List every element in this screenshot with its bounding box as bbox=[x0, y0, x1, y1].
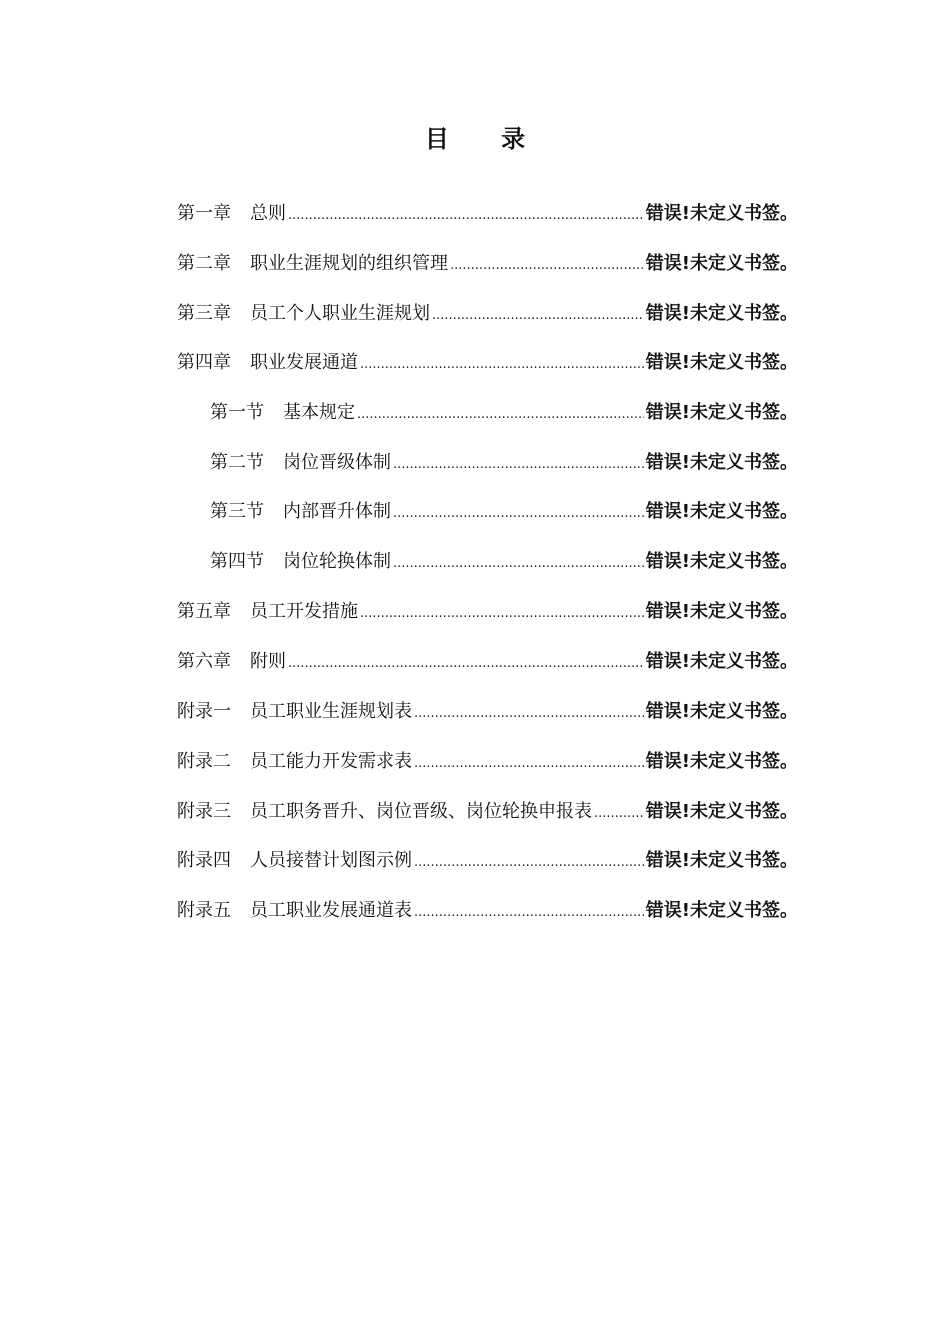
entry-title: 员工个人职业生涯规划 bbox=[250, 303, 430, 324]
toc-entry[interactable] bbox=[177, 746, 798, 778]
dot-leader bbox=[393, 449, 644, 481]
entry-title: 职业发展通道 bbox=[250, 352, 358, 373]
dot-leader bbox=[414, 748, 644, 780]
toc-entry[interactable] bbox=[177, 347, 798, 379]
toc-entry[interactable] bbox=[210, 496, 798, 528]
entry-page-ref: 错误!未定义书签。 bbox=[645, 253, 798, 274]
toc-entry[interactable] bbox=[177, 845, 798, 877]
entry-title: 岗位晋级体制 bbox=[283, 452, 391, 473]
dot-leader bbox=[360, 598, 644, 630]
dot-leader bbox=[288, 648, 644, 680]
dot-leader bbox=[414, 698, 644, 730]
entry-page-ref: 错误!未定义书签。 bbox=[645, 551, 798, 572]
toc-entry[interactable] bbox=[177, 198, 798, 230]
entry-number: 第一章 bbox=[177, 203, 231, 224]
entry-page-ref: 错误!未定义书签。 bbox=[645, 203, 798, 224]
toc-title: 目 录 bbox=[424, 125, 548, 153]
dot-leader bbox=[393, 498, 644, 530]
entry-page-ref: 错误!未定义书签。 bbox=[645, 402, 798, 423]
entry-number: 附录五 bbox=[177, 900, 231, 921]
entry-page-ref: 错误!未定义书签。 bbox=[645, 850, 798, 871]
entry-title: 员工职业生涯规划表 bbox=[250, 701, 412, 722]
toc-entry[interactable] bbox=[177, 596, 798, 628]
entry-page-ref: 错误!未定义书签。 bbox=[645, 352, 798, 373]
dot-leader bbox=[450, 250, 644, 282]
entry-title: 员工能力开发需求表 bbox=[250, 751, 412, 772]
dot-leader bbox=[288, 200, 644, 232]
entry-page-ref: 错误!未定义书签。 bbox=[645, 701, 798, 722]
dot-leader bbox=[360, 349, 644, 381]
entry-title: 员工职务晋升、岗位晋级、岗位轮换申报表 bbox=[250, 801, 592, 822]
entry-title: 基本规定 bbox=[283, 402, 355, 423]
entry-title: 附则 bbox=[250, 651, 286, 672]
entry-title: 内部晋升体制 bbox=[283, 501, 391, 522]
toc-entry[interactable] bbox=[177, 796, 798, 828]
toc-entry[interactable] bbox=[210, 546, 798, 578]
entry-page-ref: 错误!未定义书签。 bbox=[645, 900, 798, 921]
entry-page-ref: 错误!未定义书签。 bbox=[645, 601, 798, 622]
toc-entry[interactable] bbox=[177, 248, 798, 280]
entry-number: 第二章 bbox=[177, 253, 231, 274]
dot-leader bbox=[414, 897, 644, 929]
dot-leader bbox=[357, 399, 644, 431]
dot-leader bbox=[414, 847, 644, 879]
entry-page-ref: 错误!未定义书签。 bbox=[645, 751, 798, 772]
entry-number: 第三节 bbox=[210, 501, 264, 522]
entry-number: 第四章 bbox=[177, 352, 231, 373]
toc-entry[interactable] bbox=[177, 646, 798, 678]
entry-number: 第五章 bbox=[177, 601, 231, 622]
entry-number: 第二节 bbox=[210, 452, 264, 473]
toc-entry[interactable] bbox=[177, 696, 798, 728]
entry-title: 总则 bbox=[250, 203, 286, 224]
dot-leader bbox=[432, 300, 644, 332]
entry-number: 第三章 bbox=[177, 303, 231, 324]
entry-number: 附录四 bbox=[177, 850, 231, 871]
entry-title: 人员接替计划图示例 bbox=[250, 850, 412, 871]
entry-title: 岗位轮换体制 bbox=[283, 551, 391, 572]
entry-page-ref: 错误!未定义书签。 bbox=[645, 501, 798, 522]
entry-number: 第四节 bbox=[210, 551, 264, 572]
entry-page-ref: 错误!未定义书签。 bbox=[645, 452, 798, 473]
entry-number: 附录二 bbox=[177, 751, 231, 772]
entry-page-ref: 错误!未定义书签。 bbox=[645, 651, 798, 672]
entry-title: 员工职业发展通道表 bbox=[250, 900, 412, 921]
entry-title: 员工开发措施 bbox=[250, 601, 358, 622]
dot-leader bbox=[594, 798, 644, 830]
entry-number: 第一节 bbox=[210, 402, 264, 423]
entry-title: 职业生涯规划的组织管理 bbox=[250, 253, 448, 274]
entry-number: 附录三 bbox=[177, 801, 231, 822]
entry-page-ref: 错误!未定义书签。 bbox=[645, 303, 798, 324]
toc-entry[interactable] bbox=[177, 298, 798, 330]
dot-leader bbox=[393, 548, 644, 580]
entry-number: 附录一 bbox=[177, 701, 231, 722]
toc-entry[interactable] bbox=[210, 447, 798, 479]
toc-entry[interactable] bbox=[210, 397, 798, 429]
entry-page-ref: 错误!未定义书签。 bbox=[645, 801, 798, 822]
entry-number: 第六章 bbox=[177, 651, 231, 672]
toc-entry[interactable] bbox=[177, 895, 798, 927]
